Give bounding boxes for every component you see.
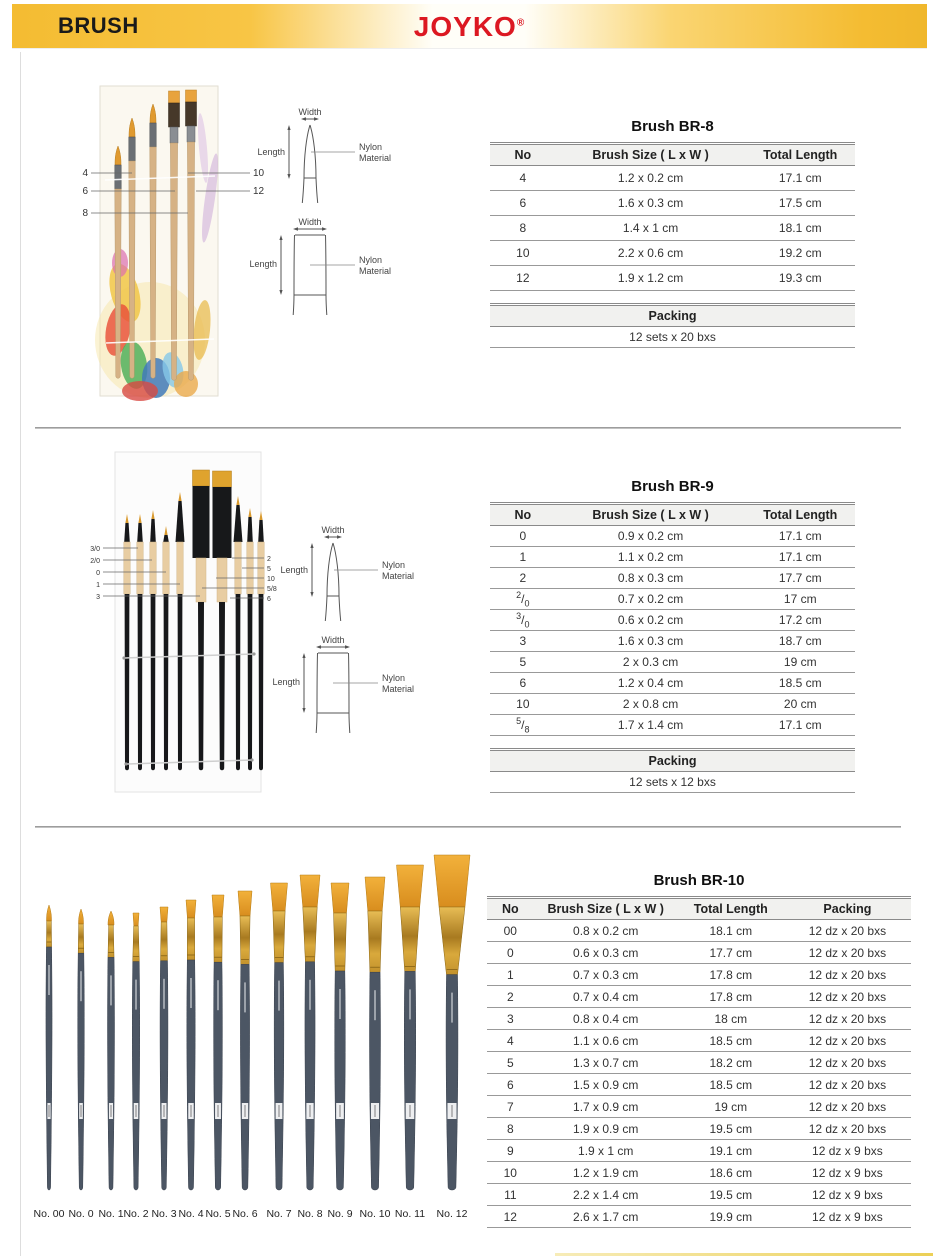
cell-packing: 12 dz x 9 bxs — [784, 1162, 911, 1184]
cell-size: 1.5 x 0.9 cm — [534, 1074, 678, 1096]
cell-no: 0 — [487, 942, 534, 964]
section-divider — [35, 427, 901, 429]
cell-no: 10 — [490, 694, 556, 715]
brush-size-label: No. 2 — [123, 1208, 149, 1220]
col-header: No — [490, 144, 556, 166]
callout-label: 8 — [82, 208, 88, 219]
cell-length: 18 cm — [678, 1008, 784, 1030]
table-row — [487, 1030, 911, 1052]
cell-no: 8 — [487, 1118, 534, 1140]
cell-no: 5 — [490, 652, 556, 673]
cell-no: 12 — [490, 266, 556, 291]
cell-size: 1.4 x 1 cm — [556, 216, 746, 241]
brush-size-label: No. 1 — [98, 1208, 124, 1220]
cell-length: 17 cm — [745, 589, 855, 610]
col-header: Packing — [784, 898, 911, 920]
cell-length: 18.1 cm — [678, 920, 784, 942]
callout-label: 5 — [267, 566, 271, 573]
cell-size: 0.7 x 0.3 cm — [534, 964, 678, 986]
brush-size-label: No. 00 — [33, 1208, 65, 1220]
callout-label: 12 — [253, 186, 265, 197]
brush-size-label: No. 6 — [232, 1208, 258, 1220]
cell-size: 1.6 x 0.3 cm — [556, 631, 746, 652]
br10-table — [487, 896, 911, 1228]
cell-no: 1 — [487, 964, 534, 986]
table-row — [490, 589, 855, 610]
cell-no: 4 — [490, 166, 556, 191]
cell-packing: 12 dz x 20 bxs — [784, 1096, 911, 1118]
br8-title: Brush BR-8 — [631, 118, 714, 135]
cell-length: 19.9 cm — [678, 1206, 784, 1228]
callout-label: 2/0 — [90, 558, 100, 565]
cell-length: 17.8 cm — [678, 964, 784, 986]
cell-length: 19.1 cm — [678, 1140, 784, 1162]
table-row — [490, 241, 855, 266]
col-header: Total Length — [745, 504, 855, 526]
cell-packing: 12 dz x 20 bxs — [784, 1008, 911, 1030]
cell-length: 19.3 cm — [745, 266, 855, 291]
table-row — [490, 568, 855, 589]
cell-packing: 12 dz x 20 bxs — [784, 942, 911, 964]
col-header: No — [487, 898, 534, 920]
br8-packing — [490, 303, 855, 348]
brush-size-label: No. 8 — [297, 1208, 323, 1220]
br9-product-photo — [80, 440, 480, 805]
br9-table — [490, 502, 855, 736]
brand-text: JOYKO — [413, 11, 517, 42]
cell-size: 0.6 x 0.2 cm — [556, 610, 746, 631]
callout-label: 3/0 — [90, 546, 100, 553]
cell-no: 4 — [487, 1030, 534, 1052]
cell-length: 17.2 cm — [745, 610, 855, 631]
br10-title: Brush BR-10 — [653, 872, 745, 889]
br8-size-diagram — [249, 107, 391, 315]
cell-length: 20 cm — [745, 694, 855, 715]
cell-size: 0.8 x 0.2 cm — [534, 920, 678, 942]
br9-title: Brush BR-9 — [631, 478, 714, 495]
br8-product-photo — [60, 78, 480, 413]
table-row — [490, 526, 855, 547]
brush-size-label: No. 7 — [266, 1208, 292, 1220]
cell-length: 18.7 cm — [745, 631, 855, 652]
cell-length: 19 cm — [678, 1096, 784, 1118]
callout-label: 10 — [253, 168, 265, 179]
header-bar — [12, 4, 927, 49]
cell-length: 19.2 cm — [745, 241, 855, 266]
table-row — [487, 1162, 911, 1184]
cell-length: 18.2 cm — [678, 1052, 784, 1074]
table-row — [487, 1074, 911, 1096]
brush-size-label: No. 4 — [178, 1208, 204, 1220]
callout-label: 2 — [267, 556, 271, 563]
table-row — [487, 1140, 911, 1162]
table-row — [490, 610, 855, 631]
table-row — [490, 266, 855, 291]
callout-label: 10 — [267, 576, 275, 583]
brush-size-label: No. 11 — [394, 1208, 426, 1220]
br10-size-labels — [34, 1208, 468, 1220]
table-row — [487, 1206, 911, 1228]
cell-length: 18.5 cm — [678, 1074, 784, 1096]
cell-packing: 12 dz x 20 bxs — [784, 964, 911, 986]
cell-size: 1.3 x 0.7 cm — [534, 1052, 678, 1074]
table-row — [490, 547, 855, 568]
cell-length: 17.7 cm — [745, 568, 855, 589]
cell-size: 1.9 x 0.9 cm — [534, 1118, 678, 1140]
cell-length: 19.5 cm — [678, 1118, 784, 1140]
cell-length: 17.8 cm — [678, 986, 784, 1008]
header-row — [490, 504, 855, 526]
cell-length: 18.1 cm — [745, 216, 855, 241]
table-row — [487, 920, 911, 942]
cell-no: $^2/_0$ — [490, 589, 556, 610]
callout-label: 4 — [82, 168, 88, 179]
registered-mark: ® — [516, 17, 526, 29]
br9-table-block — [490, 478, 855, 793]
cell-no: 12 — [487, 1206, 534, 1228]
cell-size: 2.2 x 0.6 cm — [556, 241, 746, 266]
table-row — [487, 1118, 911, 1140]
cell-packing: 12 dz x 9 bxs — [784, 1206, 911, 1228]
br9-size-diagram — [272, 525, 414, 733]
brush-size-label: No. 10 — [359, 1208, 391, 1220]
cell-size: 0.8 x 0.4 cm — [534, 1008, 678, 1030]
cell-size: 1.9 x 1.2 cm — [556, 266, 746, 291]
cell-size: 0.6 x 0.3 cm — [534, 942, 678, 964]
cell-size: 1.2 x 0.4 cm — [556, 673, 746, 694]
cell-no: $^5/_8$ — [490, 715, 556, 736]
br10-brush-set — [46, 855, 470, 1190]
cell-no: 6 — [490, 673, 556, 694]
cell-no: 3 — [487, 1008, 534, 1030]
table-row — [490, 715, 855, 736]
col-header: Total Length — [745, 144, 855, 166]
packing-value: 12 sets x 20 bxs — [490, 327, 855, 348]
cell-length: 19 cm — [745, 652, 855, 673]
cell-size: 2 x 0.8 cm — [556, 694, 746, 715]
page-title: BRUSH — [58, 13, 139, 38]
br8-table — [490, 142, 855, 291]
cell-length: 17.1 cm — [745, 166, 855, 191]
table-row — [490, 694, 855, 715]
table-row — [490, 631, 855, 652]
cell-no: 00 — [487, 920, 534, 942]
callout-label: 1 — [96, 582, 100, 589]
cell-packing: 12 dz x 20 bxs — [784, 1052, 911, 1074]
brush-size-label: No. 5 — [205, 1208, 231, 1220]
cell-packing: 12 dz x 20 bxs — [784, 1074, 911, 1096]
br10-table-block — [487, 872, 911, 1228]
cell-no: 2 — [490, 568, 556, 589]
cell-no: 6 — [487, 1074, 534, 1096]
cell-packing: 12 dz x 20 bxs — [784, 1030, 911, 1052]
cell-length: 17.5 cm — [745, 191, 855, 216]
cell-packing: 12 dz x 20 bxs — [784, 1118, 911, 1140]
packing-header: Packing — [490, 305, 855, 327]
cell-size: 1.9 x 1 cm — [534, 1140, 678, 1162]
cell-no: 7 — [487, 1096, 534, 1118]
cell-length: 17.1 cm — [745, 547, 855, 568]
col-header: Brush Size ( L x W ) — [534, 898, 678, 920]
cell-no: 11 — [487, 1184, 534, 1206]
cell-no: 10 — [487, 1162, 534, 1184]
cell-no: 10 — [490, 241, 556, 266]
table-row — [490, 673, 855, 694]
table-row — [490, 216, 855, 241]
table-row — [487, 964, 911, 986]
col-header: Brush Size ( L x W ) — [556, 504, 746, 526]
cell-size: 2.2 x 1.4 cm — [534, 1184, 678, 1206]
packing-header: Packing — [490, 750, 855, 772]
section-divider — [35, 826, 901, 828]
cell-length: 18.6 cm — [678, 1162, 784, 1184]
cell-no: 5 — [487, 1052, 534, 1074]
cell-packing: 12 dz x 9 bxs — [784, 1140, 911, 1162]
brush-size-label: No. 12 — [436, 1208, 468, 1220]
brand-logo — [12, 11, 927, 43]
table-row — [487, 942, 911, 964]
cell-length: 19.5 cm — [678, 1184, 784, 1206]
callout-label: 5/8 — [267, 586, 277, 593]
col-header: Brush Size ( L x W ) — [556, 144, 746, 166]
table-row — [487, 1008, 911, 1030]
br8-table-block — [490, 118, 855, 348]
cell-no: 2 — [487, 986, 534, 1008]
header-row — [490, 144, 855, 166]
table-row — [487, 1052, 911, 1074]
cell-size: 1.7 x 0.9 cm — [534, 1096, 678, 1118]
table-row — [487, 986, 911, 1008]
cell-length: 18.5 cm — [745, 673, 855, 694]
table-row — [490, 191, 855, 216]
brush-size-label: No. 9 — [327, 1208, 353, 1220]
cell-size: 1.1 x 0.2 cm — [556, 547, 746, 568]
cell-size: 1.6 x 0.3 cm — [556, 191, 746, 216]
brush-size-label: No. 3 — [151, 1208, 177, 1220]
cell-no: $^3/_0$ — [490, 610, 556, 631]
cell-size: 0.8 x 0.3 cm — [556, 568, 746, 589]
cell-size: 0.9 x 0.2 cm — [556, 526, 746, 547]
table-row — [490, 166, 855, 191]
cell-length: 17.1 cm — [745, 715, 855, 736]
cell-packing: 12 dz x 9 bxs — [784, 1184, 911, 1206]
brush-size-label: No. 0 — [68, 1208, 94, 1220]
cell-size: 0.7 x 0.4 cm — [534, 986, 678, 1008]
cell-size: 0.7 x 0.2 cm — [556, 589, 746, 610]
callout-label: 6 — [267, 596, 271, 603]
br9-packing — [490, 748, 855, 793]
cell-no: 8 — [490, 216, 556, 241]
br10-product-photo — [20, 845, 485, 1240]
cell-size: 1.2 x 0.2 cm — [556, 166, 746, 191]
cell-size: 2.6 x 1.7 cm — [534, 1206, 678, 1228]
callout-label: 3 — [96, 594, 100, 601]
cell-packing: 12 dz x 20 bxs — [784, 920, 911, 942]
table-row — [487, 1096, 911, 1118]
cell-no: 1 — [490, 547, 556, 568]
cell-length: 17.1 cm — [745, 526, 855, 547]
header-row — [487, 898, 911, 920]
callout-label: 0 — [96, 570, 100, 577]
table-row — [487, 1184, 911, 1206]
cell-packing: 12 dz x 20 bxs — [784, 986, 911, 1008]
cell-no: 3 — [490, 631, 556, 652]
table-row — [490, 652, 855, 673]
cell-no: 6 — [490, 191, 556, 216]
col-header: Total Length — [678, 898, 784, 920]
packing-value: 12 sets x 12 bxs — [490, 772, 855, 793]
cell-size: 2 x 0.3 cm — [556, 652, 746, 673]
cell-size: 1.1 x 0.6 cm — [534, 1030, 678, 1052]
cell-no: 9 — [487, 1140, 534, 1162]
cell-no: 0 — [490, 526, 556, 547]
cell-length: 17.7 cm — [678, 942, 784, 964]
cell-size: 1.7 x 1.4 cm — [556, 715, 746, 736]
callout-label: 6 — [82, 186, 88, 197]
cell-length: 18.5 cm — [678, 1030, 784, 1052]
col-header: No — [490, 504, 556, 526]
cell-size: 1.2 x 1.9 cm — [534, 1162, 678, 1184]
